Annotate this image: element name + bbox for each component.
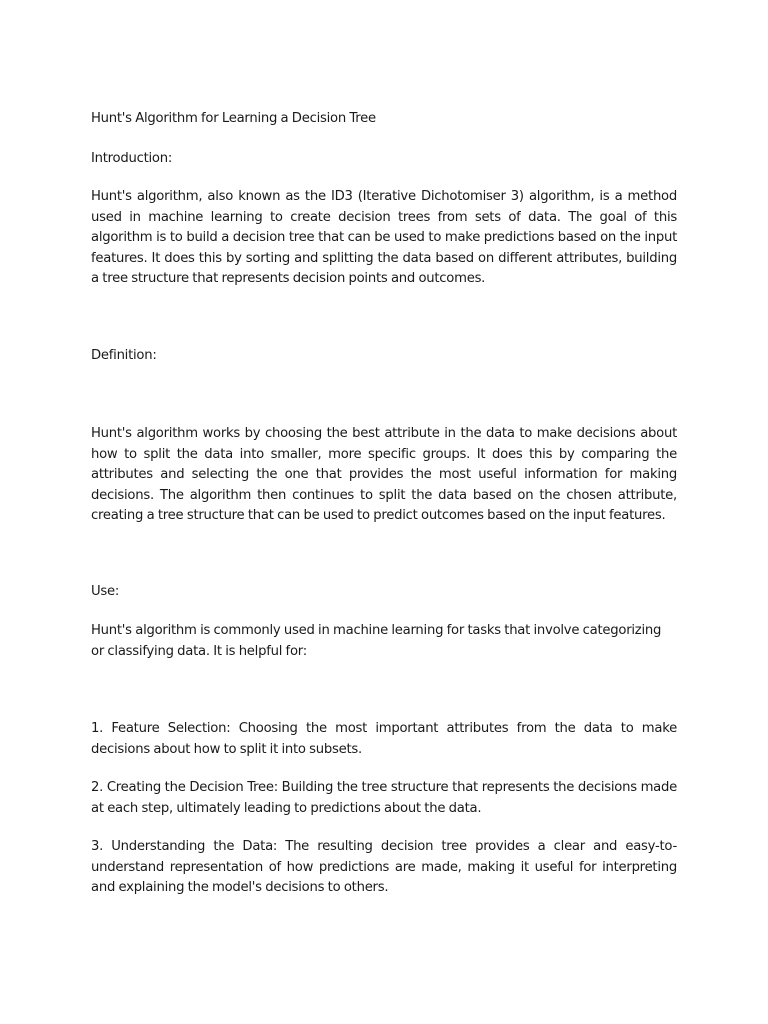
use-heading: Use: xyxy=(91,584,120,599)
use-list-item-understanding-data: 3. Understanding the Data: The resulting decision tree provides a clear and easy-to-understand representation of how predictions are made, making it useful for interpreting and explaining the model's decisions to others. xyxy=(91,839,677,895)
use-list-item-creating-tree: 2. Creating the Decision Tree: Building the tree structure that represents the decisions made at each step, ultimately leading to predictions about the data. xyxy=(91,780,677,816)
introduction-heading: Introduction: xyxy=(91,151,173,166)
introduction-paragraph: Hunt's algorithm, also known as the ID3 (Iterative Dichotomiser 3) algorithm, is a method used in machine learning to create decision trees from sets of data. The goal of this algorithm is to build a decision tree that can be used to make predictions based on the input features. It does this by sorting and splitting the data based on different attributes, building a tree structure that represents decision points and outcomes. xyxy=(91,189,677,286)
definition-heading: Definition: xyxy=(91,348,157,363)
use-paragraph: Hunt's algorithm is commonly used in machine learning for tasks that involve categorizing or classifying data. It is helpful for: xyxy=(91,623,662,659)
document-title: Hunt's Algorithm for Learning a Decision Tree xyxy=(91,111,376,126)
definition-paragraph: Hunt's algorithm works by choosing the best attribute in the data to make decisions about how to split the data into smaller, more specific groups. It does this by comparing the attributes and selecting the one that provides the most useful information for making decisions. The algorithm then continues to split the data based on the chosen attribute, creating a tree structure that can be used to predict outcomes based on the input features. xyxy=(91,426,677,523)
use-list-item-feature-selection: 1. Feature Selection: Choosing the most important attributes from the data to make decisions about how to split it into subsets. xyxy=(91,721,677,757)
